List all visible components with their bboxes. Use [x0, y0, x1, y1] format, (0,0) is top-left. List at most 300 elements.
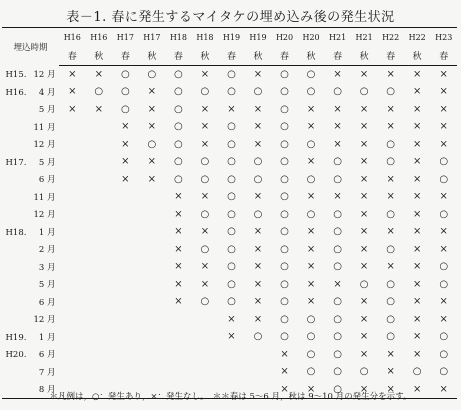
row-month: 5 月 [38, 105, 56, 116]
result-cell [59, 363, 86, 381]
result-cell: ○ [386, 208, 395, 220]
result-cell [165, 328, 192, 346]
season-header: 秋 [351, 47, 378, 66]
result-cell: ○ [333, 226, 342, 238]
result-cell: × [306, 191, 316, 203]
row-month: 8 月 [38, 385, 56, 395]
row-label [2, 328, 59, 346]
result-cell: × [298, 381, 325, 399]
result-cell: × [94, 103, 103, 115]
season-header: 秋 [245, 47, 272, 66]
result-cell: × [412, 86, 422, 98]
result-cell: ○ [306, 69, 316, 80]
table-row [2, 83, 457, 101]
year-header: H20 [298, 28, 325, 47]
result-cell: × [121, 121, 130, 133]
result-cell: × [253, 261, 263, 273]
row-month: 3 月 [38, 262, 56, 273]
season-header: 秋 [404, 47, 431, 66]
result-cell: × [200, 69, 210, 80]
result-cell [86, 258, 113, 276]
result-cell [192, 328, 219, 346]
row-month: 12 月 [33, 315, 56, 326]
year-header: H18 [192, 28, 219, 47]
result-cell: ○ [306, 86, 316, 98]
year-header: H17 [112, 28, 139, 47]
result-cell [139, 276, 166, 294]
result-cell: ○ [324, 381, 351, 399]
table-title: 表－1. 春に発生するマイタケの埋め込み後の発生状況 [66, 10, 395, 25]
result-cell: × [147, 156, 157, 168]
row-year: H15. [5, 70, 27, 81]
result-cell: ○ [200, 243, 210, 255]
year-header-row [2, 28, 457, 47]
result-cell [139, 346, 166, 364]
result-cell: ○ [412, 366, 422, 378]
result-cell [86, 328, 113, 346]
result-cell [112, 241, 139, 259]
result-cell: ○ [359, 278, 369, 290]
row-month: 1 月 [38, 227, 56, 238]
result-cell: ○ [439, 173, 449, 185]
result-cell: × [359, 191, 369, 203]
result-cell: ○ [359, 366, 369, 378]
result-cell: ○ [306, 173, 316, 185]
result-cell: ○ [227, 278, 236, 290]
result-cell: × [439, 226, 448, 238]
result-cell: ○ [174, 121, 183, 133]
table-row [2, 363, 457, 381]
result-cell [139, 328, 166, 346]
result-cell [165, 346, 192, 364]
result-cell: ○ [439, 366, 449, 378]
table-row [2, 293, 457, 311]
result-cell [59, 136, 86, 154]
result-cell: × [68, 103, 77, 115]
result-cell: × [439, 313, 448, 325]
result-cell [112, 223, 139, 241]
result-cell: ○ [386, 296, 395, 308]
result-cell: × [253, 243, 263, 255]
result-cell [139, 311, 166, 329]
result-cell [86, 276, 113, 294]
result-cell: × [412, 173, 422, 185]
row-year: H18. [5, 227, 27, 238]
result-cell: ○ [306, 208, 316, 220]
row-label [2, 153, 59, 171]
result-cell: × [147, 86, 157, 98]
season-header: 春 [271, 47, 298, 66]
result-cell: × [359, 261, 369, 273]
result-cell [59, 276, 86, 294]
result-cell: × [306, 156, 316, 168]
result-cell [112, 346, 139, 364]
row-label [2, 118, 59, 136]
result-cell: × [253, 121, 263, 133]
emergence-table [2, 27, 457, 399]
result-cell: × [306, 278, 316, 290]
result-cell: ○ [120, 69, 130, 80]
result-cell: × [377, 381, 404, 399]
result-cell: ○ [280, 208, 289, 220]
result-cell: × [121, 138, 130, 150]
result-cell: × [359, 103, 369, 115]
result-cell: ○ [333, 348, 342, 360]
result-cell: × [174, 296, 183, 308]
result-cell: ○ [227, 69, 236, 80]
result-cell [139, 188, 166, 206]
row-month: 5 月 [38, 280, 56, 291]
result-cell [218, 346, 245, 364]
result-cell: ○ [227, 191, 236, 203]
result-cell [192, 363, 219, 381]
result-cell: ○ [359, 86, 369, 98]
result-cell [139, 206, 166, 224]
result-cell: ○ [333, 366, 342, 378]
result-cell [59, 188, 86, 206]
result-cell: × [412, 208, 422, 220]
result-cell [86, 118, 113, 136]
row-label [2, 363, 59, 381]
result-cell [139, 241, 166, 259]
result-cell: × [359, 121, 369, 133]
result-cell: × [253, 226, 263, 238]
result-cell: × [174, 191, 183, 203]
year-header: H17 [139, 28, 166, 47]
result-cell: ○ [280, 243, 289, 255]
result-cell [165, 311, 192, 329]
result-cell: × [333, 138, 342, 150]
result-cell: ○ [280, 296, 289, 308]
result-cell: ○ [280, 191, 289, 203]
season-header: 秋 [139, 47, 166, 66]
table-row [2, 311, 457, 329]
result-cell: ○ [280, 226, 289, 238]
result-cell: ○ [227, 296, 236, 308]
result-cell [192, 346, 219, 364]
result-cell: × [306, 296, 316, 308]
result-cell [245, 346, 272, 364]
footnote: ＊凡例は，○：発生あり，×：発生なし。 ＊＊春は 5～6 月，秋は 9～10 月の発生分を示す。 [49, 392, 412, 402]
result-cell: × [386, 103, 395, 115]
result-cell: × [94, 69, 103, 80]
result-cell: ○ [227, 243, 236, 255]
result-cell: ○ [253, 86, 263, 98]
result-cell: × [439, 121, 448, 133]
result-cell: ○ [174, 138, 183, 150]
result-cell: ○ [227, 86, 236, 98]
result-cell: × [253, 278, 263, 290]
result-cell [112, 276, 139, 294]
result-cell: ○ [253, 173, 263, 185]
table-row [2, 153, 457, 171]
result-cell [59, 223, 86, 241]
result-cell: × [68, 69, 77, 80]
result-cell [112, 188, 139, 206]
result-cell: × [68, 86, 77, 98]
row-label [2, 101, 59, 119]
result-cell: × [174, 226, 183, 238]
result-cell: × [306, 103, 316, 115]
result-cell: × [227, 313, 236, 325]
result-cell: × [121, 156, 130, 168]
row-label [2, 293, 59, 311]
result-cell: × [359, 156, 369, 168]
result-cell: ○ [439, 348, 449, 360]
result-cell [86, 363, 113, 381]
result-cell: × [386, 69, 395, 80]
result-cell: ○ [174, 69, 183, 80]
year-header: H19 [218, 28, 245, 47]
result-cell: × [359, 173, 369, 185]
table-row [2, 276, 457, 294]
result-cell [139, 223, 166, 241]
result-cell: ○ [306, 331, 316, 343]
row-year: H20. [5, 350, 27, 361]
result-cell: ○ [227, 226, 236, 238]
result-cell: × [412, 313, 422, 325]
result-cell: × [253, 313, 263, 325]
row-month: 4 月 [38, 87, 56, 98]
season-header-row [2, 47, 457, 66]
year-header: H16 [59, 28, 86, 47]
result-cell: ○ [280, 313, 289, 325]
result-cell: ○ [94, 86, 104, 98]
row-month: 1 月 [38, 332, 56, 343]
result-cell [59, 293, 86, 311]
result-cell: ○ [147, 69, 157, 80]
result-cell [192, 311, 219, 329]
row-month: 2 月 [38, 245, 56, 256]
result-cell: ○ [386, 313, 395, 325]
result-cell: × [306, 243, 316, 255]
result-cell: ○ [439, 208, 449, 220]
result-cell: × [333, 69, 342, 80]
table-row [2, 101, 457, 119]
result-cell: × [359, 226, 369, 238]
planting-period-header: 埋込時期 [2, 28, 59, 66]
result-cell [59, 171, 86, 189]
result-cell: ○ [333, 261, 342, 273]
result-cell [86, 293, 113, 311]
result-cell: ○ [333, 173, 342, 185]
result-cell: ○ [200, 208, 210, 220]
year-header: H22 [377, 28, 404, 47]
result-cell: ○ [333, 331, 342, 343]
result-cell: × [121, 173, 130, 185]
season-header: 春 [218, 47, 245, 66]
row-month: 7 月 [38, 367, 56, 378]
result-cell [86, 206, 113, 224]
result-cell: × [271, 381, 298, 399]
result-cell: ○ [280, 121, 289, 133]
result-cell [59, 206, 86, 224]
result-cell [86, 223, 113, 241]
season-header: 秋 [298, 47, 325, 66]
result-cell: × [439, 103, 448, 115]
result-cell: × [351, 381, 378, 399]
result-cell [86, 311, 113, 329]
result-cell: ○ [386, 156, 395, 168]
result-cell: × [404, 381, 431, 399]
result-cell [112, 206, 139, 224]
row-label [2, 241, 59, 259]
result-cell [112, 328, 139, 346]
table-row [2, 346, 457, 364]
result-cell: × [439, 191, 448, 203]
result-cell: × [200, 103, 210, 115]
result-cell: ○ [386, 86, 395, 98]
year-header: H19 [245, 28, 272, 47]
table-row [2, 328, 457, 346]
result-cell: × [359, 313, 369, 325]
result-cell: × [359, 331, 369, 343]
row-label [2, 136, 59, 154]
result-cell: × [439, 296, 448, 308]
result-cell [59, 328, 86, 346]
year-header: H16 [86, 28, 113, 47]
result-cell: ○ [306, 366, 316, 378]
result-cell: × [200, 138, 210, 150]
result-cell: × [174, 243, 183, 255]
result-cell: ○ [439, 261, 449, 273]
row-month: 12 月 [33, 140, 56, 151]
season-header: 春 [59, 47, 86, 66]
result-cell [165, 363, 192, 381]
result-cell: ○ [280, 173, 289, 185]
result-cell: ○ [227, 121, 236, 133]
result-cell: × [306, 121, 316, 133]
result-cell [59, 346, 86, 364]
result-cell [59, 153, 86, 171]
result-cell: × [200, 191, 210, 203]
result-cell: × [412, 261, 422, 273]
year-header: H21 [351, 28, 378, 47]
result-cell [86, 241, 113, 259]
result-cell: ○ [333, 296, 342, 308]
result-cell: × [253, 138, 263, 150]
result-cell: ○ [280, 331, 289, 343]
result-cell: ○ [280, 86, 289, 98]
result-cell: ○ [333, 313, 342, 325]
row-label [2, 258, 59, 276]
row-month: 6 月 [38, 297, 56, 308]
result-cell: × [333, 103, 342, 115]
result-cell: ○ [439, 278, 449, 290]
row-month: 6 月 [38, 350, 56, 361]
result-cell [86, 346, 113, 364]
result-cell [59, 311, 86, 329]
result-cell: × [174, 208, 183, 220]
result-cell [86, 188, 113, 206]
row-label [2, 223, 59, 241]
result-cell: ○ [333, 156, 342, 168]
result-cell: ○ [280, 278, 289, 290]
row-label [2, 171, 59, 189]
result-cell: ○ [386, 331, 395, 343]
result-cell: × [386, 348, 395, 360]
table-row [2, 66, 457, 84]
result-cell: ○ [120, 86, 130, 98]
result-cell [218, 363, 245, 381]
result-cell: × [359, 208, 369, 220]
result-cell: × [412, 69, 422, 80]
result-cell: ○ [280, 261, 289, 273]
result-cell: × [439, 86, 448, 98]
result-cell [112, 311, 139, 329]
year-header: H18 [165, 28, 192, 47]
row-month: 12 月 [33, 70, 56, 81]
result-cell: ○ [227, 138, 236, 150]
result-cell: ○ [333, 86, 342, 98]
table-row [2, 188, 457, 206]
season-header: 秋 [86, 47, 113, 66]
result-cell: × [412, 278, 422, 290]
result-cell: × [439, 243, 448, 255]
result-cell: ○ [439, 156, 449, 168]
result-cell: ○ [333, 208, 342, 220]
result-cell [139, 363, 166, 381]
table-body [2, 66, 457, 399]
row-label [2, 188, 59, 206]
result-cell [59, 258, 86, 276]
result-cell: × [386, 366, 395, 378]
result-cell: × [200, 278, 210, 290]
row-label [2, 206, 59, 224]
result-cell: ○ [174, 86, 183, 98]
row-label [2, 66, 59, 84]
result-cell [59, 241, 86, 259]
row-month: 11 月 [33, 122, 56, 133]
result-cell: × [386, 173, 395, 185]
result-cell: × [333, 191, 342, 203]
result-cell: × [174, 261, 183, 273]
result-cell: × [439, 138, 448, 150]
result-cell: × [412, 103, 422, 115]
result-cell: ○ [200, 296, 210, 308]
result-cell: ○ [386, 243, 395, 255]
result-cell: ○ [200, 156, 210, 168]
result-cell: × [253, 191, 263, 203]
result-cell: × [412, 243, 422, 255]
result-cell: × [280, 348, 289, 360]
row-year: H17. [5, 157, 27, 168]
result-cell: × [412, 348, 422, 360]
result-cell [139, 293, 166, 311]
result-cell [112, 363, 139, 381]
result-cell: × [412, 121, 422, 133]
result-cell: × [306, 261, 316, 273]
result-cell: ○ [253, 331, 263, 343]
result-cell: × [439, 69, 448, 80]
row-month: 6 月 [38, 175, 56, 186]
result-cell: ○ [227, 173, 236, 185]
row-month: 11 月 [33, 192, 56, 203]
year-header: H20 [271, 28, 298, 47]
table-row [2, 136, 457, 154]
season-header: 秋 [192, 47, 219, 66]
result-cell: ○ [306, 348, 316, 360]
year-header: H21 [324, 28, 351, 47]
result-cell [139, 258, 166, 276]
result-cell: ○ [280, 103, 289, 115]
result-cell: × [359, 348, 369, 360]
row-label [2, 276, 59, 294]
season-header: 春 [165, 47, 192, 66]
result-cell: ○ [253, 156, 263, 168]
result-cell: × [386, 261, 395, 273]
result-cell: ○ [386, 278, 395, 290]
